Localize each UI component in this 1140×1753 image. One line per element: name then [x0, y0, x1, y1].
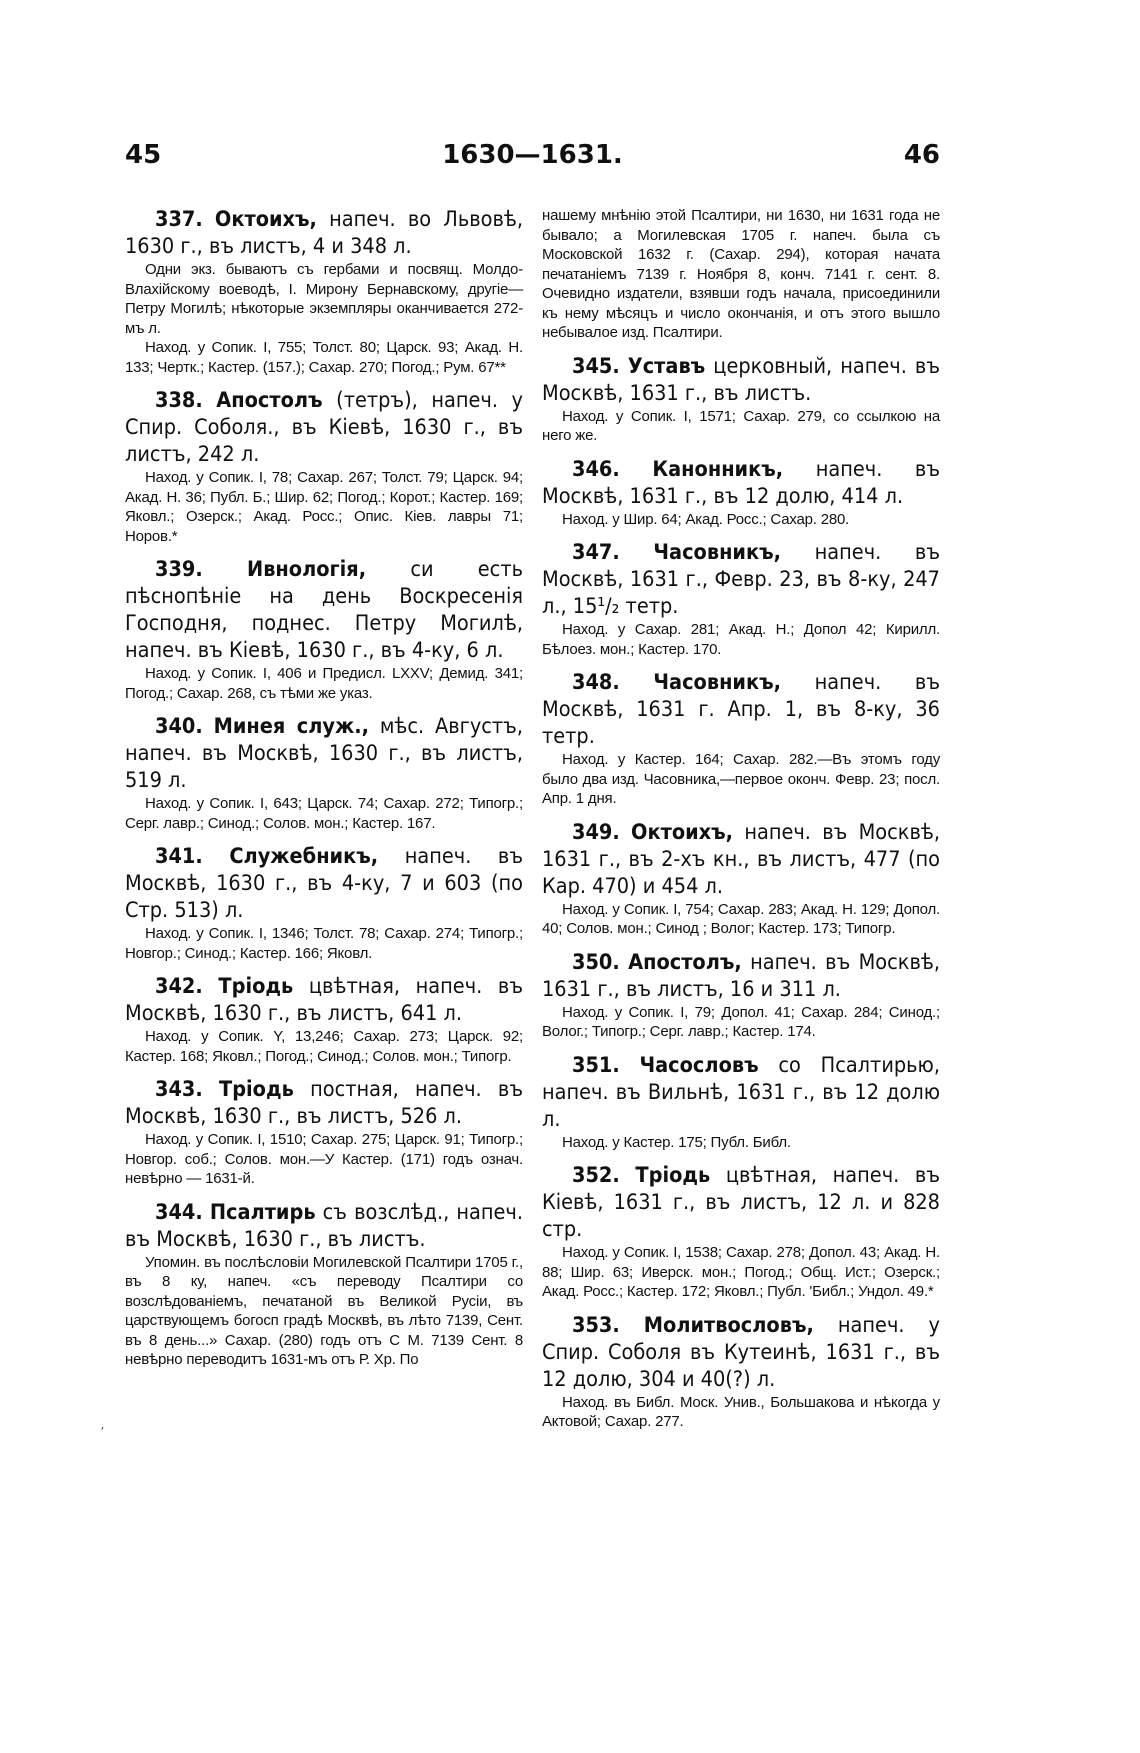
- entry-note: Одни экз. бываютъ съ гербами и посвящ. Молдо-Влахійскому воеводѣ, І. Мирону Бернавскому, другіе—Петру Могилѣ; нѣкоторые экземпляры оканчивается 272-мъ л.: [125, 261, 523, 337]
- entry-title: Тріодь: [219, 1077, 294, 1102]
- catalog-entry: [125, 556, 523, 703]
- entry-description: цвѣтная, напеч. въ Кіевѣ, 1631 г., въ листъ, 12 л. и 828 стр.: [542, 1163, 940, 1242]
- entry-description: напеч. въ Москвѣ, 1631 г., Февр. 23, въ 8-ку, 247 л., 15¹/₂ тетр.: [542, 540, 940, 619]
- entry-number: 342.: [155, 974, 203, 999]
- entry-number: 341.: [155, 844, 203, 869]
- entry-note: Наход. у Шир. 64; Акад. Росс.; Сахар. 280.: [562, 510, 850, 528]
- entry-title: Часословъ: [639, 1052, 759, 1078]
- catalog-entry: [125, 713, 523, 833]
- entry-description: напеч. въ Москвѣ, 1631 г., въ 12 долю, 414 л.: [542, 456, 940, 509]
- entry-number: 348.: [572, 670, 620, 695]
- entry-number: 351.: [572, 1052, 620, 1078]
- entry-number: 340.: [155, 714, 203, 739]
- entry-note: Наход. у Сахар. 281; Акад. Н.; Допол 42; Кирилл. Бѣлоез. мон.; Кастер. 170.: [542, 621, 940, 658]
- entry-title: Апостолъ,: [628, 949, 742, 975]
- page-number-left: 45: [125, 140, 162, 170]
- entry-number: 339.: [155, 557, 203, 582]
- entry-note: Наход. у Сопик. I, 1510; Сахар. 275; Царск. 91; Типогр.; Новгор. соб.; Солов. мон.—У Кастер. (171) годъ означ. невѣрно — 1631-й.: [125, 1131, 523, 1187]
- entry-note: Наход. у Сопик. I, 406 и Предисл. LXXV; Демид. 341; Погод.; Сахар. 268, съ тѣми же указ.: [125, 665, 523, 702]
- entry-description: напеч. во Львовѣ, 1630 г., въ листъ, 4 и 348 л.: [125, 207, 523, 259]
- entry-description: церковный, напеч. въ Москвѣ, 1631 г., въ листъ.: [542, 353, 940, 406]
- page-number-right: 46: [903, 140, 940, 170]
- entry-description: (тетръ), напеч. у Спир. Соболя., въ Кіевѣ, 1630 г., въ листъ, 242 л.: [125, 388, 523, 467]
- entry-note: Наход. у Сопик. I, 643; Царск. 74; Сахар. 272; Типогр.; Серг. лавр.; Синод.; Солов. мон.; Кастер. 167.: [125, 795, 523, 832]
- entry-title: Октоихъ,: [631, 819, 734, 845]
- entry-title: Уставъ: [627, 353, 706, 379]
- entry-description: съ возслѣд., напеч. въ Москвѣ, 1630 г., въ листъ.: [125, 1199, 523, 1252]
- entry-description: мѣс. Августъ, напеч. въ Москвѣ, 1630 г., въ листъ, 519 л.: [125, 714, 523, 793]
- catalog-entry: [542, 949, 940, 1042]
- entry-number: 350.: [572, 949, 620, 975]
- stray-mark: ʼ: [100, 1425, 104, 1439]
- right-column-entries: [542, 353, 940, 1432]
- catalog-entry: [125, 387, 523, 546]
- catalog-entry: [542, 456, 940, 530]
- catalog-entry: [542, 1162, 940, 1302]
- entry-heading: [125, 713, 523, 794]
- entry-number: 346.: [572, 456, 620, 482]
- entry-heading: [542, 539, 940, 620]
- catalog-entry: [125, 206, 523, 377]
- entry-description: постная, напеч. въ Москвѣ, 1630 г., въ листъ, 526 л.: [125, 1077, 523, 1129]
- entry-heading: [542, 353, 940, 407]
- entry-title: Тріодь: [635, 1163, 711, 1188]
- catalog-entry: [542, 1312, 940, 1432]
- entry-heading: [542, 819, 940, 900]
- entry-description: напеч. въ Москвѣ, 1631 г. Апр. 1, въ 8-ку, 36 тетр.: [542, 670, 940, 749]
- entry-title: Апостолъ: [216, 388, 323, 413]
- entry-number: 347.: [572, 540, 620, 565]
- entry-note: Наход. у Сопик. Y, 13,246; Сахар. 273; Царск. 92; Кастер. 168; Яковл.; Погод.; Синод.; Солов. мон.; Типогр.: [125, 1028, 523, 1065]
- entry-number: 345.: [572, 353, 620, 379]
- entry-description: со Псалтирью, напеч. въ Вильнѣ, 1631 г., въ 12 долю л.: [542, 1052, 940, 1132]
- entry-title: Часовникъ,: [653, 670, 782, 695]
- catalog-entry: [542, 1052, 940, 1153]
- entry-title: Канонникъ,: [652, 456, 784, 482]
- entry-number: 337.: [155, 207, 203, 232]
- entry-heading: [125, 1076, 523, 1130]
- entry-heading: [542, 456, 940, 510]
- entry-heading: [542, 1312, 940, 1393]
- entry-number: 353.: [572, 1312, 620, 1338]
- entry-heading: [125, 387, 523, 468]
- catalog-entry: [125, 973, 523, 1066]
- entry-number: 338.: [155, 388, 203, 413]
- catalog-entry: [125, 1199, 523, 1370]
- entry-number: 352.: [572, 1163, 620, 1188]
- entry-title: Молитвословъ,: [643, 1312, 814, 1338]
- entry-note: Наход. у Сопик. I, 1571; Сахар. 279, со ссылкою на него же.: [542, 407, 940, 444]
- entry-title: Октоихъ,: [214, 207, 317, 232]
- continuation-text: нашему мнѣнію этой Псалтири, ни 1630, ни 1631 года не бывало; а Могилевская 1705 г. напеч. была съ Московской 1632 г. (Сахар. 294), которая начата печатаніемъ 7139 г. Ноября 8, конч. 7141 г. сент. 8. Очевидно издатели, взявши годъ начала, присоединили къ нему мѣсяцъ и число окончанія, и отъ этого вышло небывалое изд. Псалтири.: [542, 207, 940, 341]
- entry-note: Наход. у Сопик. I, 1538; Сахар. 278; Допол. 43; Акад. Н. 88; Шир. 63; Иверск. мон.; Погод.; Общ. Ист.; Озерск.; Акад. Росс.; Кастер. 172; Яковл.; Публ. 'Библ.; Ундол. 49.*: [542, 1244, 940, 1300]
- entry-heading: [125, 973, 523, 1027]
- catalog-entry: [125, 1076, 523, 1189]
- catalog-entry: [125, 843, 523, 963]
- entry-note: Наход. въ Библ. Моск. Унив., Большакова и нѣкогда у Актовой; Сахар. 277.: [542, 1393, 940, 1430]
- entry-number: 344.: [155, 1199, 203, 1225]
- entry-description: си есть пѣснопѣніе на день Воскресенія Господня, поднес. Петру Могилѣ, напеч. въ Кіевѣ, 1630 г., въ 4-ку, 6 л.: [125, 557, 523, 663]
- entry-description: напеч. въ Москвѣ, 1631 г., въ 2-хъ кн., въ листъ, 477 (по Кар. 470) и 454 л.: [542, 819, 940, 899]
- entry-note: Наход. у Сопик. I, 754; Сахар. 283; Акад. Н. 129; Допол. 40; Солов. мон.; Синод ; Волог; Кастер. 173; Типогр.: [542, 900, 940, 937]
- entry-heading: [542, 1052, 940, 1133]
- entry-title: Ивнологія,: [247, 557, 367, 582]
- entry-heading: [125, 1199, 523, 1253]
- entry-title: Псалтирь: [209, 1199, 316, 1225]
- entry-note: Наход. у Кастер. 175; Публ. Библ.: [562, 1133, 791, 1151]
- catalog-entry: [542, 819, 940, 939]
- entry-number: 343.: [155, 1077, 203, 1102]
- entry-heading: [125, 206, 523, 260]
- entry-heading: [125, 556, 523, 664]
- entry-description: напеч. у Спир. Соболя въ Кутеинѣ, 1631 г., въ 12 долю, 304 и 40(?) л.: [542, 1312, 940, 1392]
- entry-description: напеч. въ Москвѣ, 1630 г., въ 4-ку, 7 и 603 (по Стр. 513) л.: [125, 844, 523, 923]
- entry-heading: [542, 1162, 940, 1243]
- entry-note: Наход. у Сопик. I, 79; Допол. 41; Сахар. 284; Синод.; Волог.; Типогр.; Серг. лавр.; Кастер. 174.: [542, 1003, 940, 1040]
- catalog-entry: [542, 353, 940, 446]
- entry-title: Минея служ.,: [213, 714, 369, 739]
- running-title: 1630—1631.: [442, 140, 623, 170]
- entry-title: Тріодь: [218, 974, 294, 999]
- entry-note: Упомин. въ послѣсловіи Могилевской Псалтири 1705 г., въ 8 ку, напеч. «съ переводу Псалтири со возслѣдованіемъ, печатаной въ Великой Русіи, въ царствующемъ богосп градѣ Москвѣ, въ лѣто 7139, Сент. въ 8 день...» Сахар. (280) годъ отъ С М. 7139 Сент. 8 невѣрно переводитъ 1631-мъ отъ Р. Хр. По: [125, 1253, 523, 1368]
- entry-heading: [542, 669, 940, 750]
- catalog-entry: [542, 669, 940, 809]
- entry-note: Наход. у Кастер. 164; Сахар. 282.—Въ этомъ году было два изд. Часовника,—первое оконч. Февр. 23; посл. Апр. 1 дня.: [542, 751, 940, 807]
- entry-description: напеч. въ Москвѣ, 1631 г., въ листъ, 16 и 311 л.: [542, 949, 940, 1002]
- entry-note: Наход. у Сопик. І, 755; Толст. 80; Царск. 93; Акад. Н. 133; Чертк.; Кастер. (157.); Сахар. 270; Погод.; Рум. 67**: [125, 339, 523, 376]
- entry-title: Служебникъ,: [229, 844, 379, 869]
- entry-heading: [542, 949, 940, 1003]
- entry-title: Часовникъ,: [653, 540, 782, 565]
- left-column: [125, 206, 523, 1380]
- entry-number: 349.: [572, 819, 620, 845]
- catalog-entry: [542, 539, 940, 659]
- page-header: [125, 140, 940, 180]
- entry-note: Наход. у Сопик. I, 78; Сахар. 267; Толст. 79; Царск. 94; Акад. Н. 36; Публ. Б.; Шир. 62; Погод.; Корот.; Кастер. 169; Яковл.; Озерск.; Акад. Росс.; Опис. Кіев. лавры 71; Норов.*: [125, 469, 523, 545]
- entry-heading: [125, 843, 523, 924]
- right-column: [542, 206, 940, 1442]
- entry-note: Наход. у Сопик. I, 1346; Толст. 78; Сахар. 274; Типогр.; Новгор.; Синод.; Кастер. 166; Яковл.: [125, 925, 523, 962]
- entry-description: цвѣтная, напеч. въ Москвѣ, 1630 г., въ листъ, 641 л.: [125, 974, 523, 1026]
